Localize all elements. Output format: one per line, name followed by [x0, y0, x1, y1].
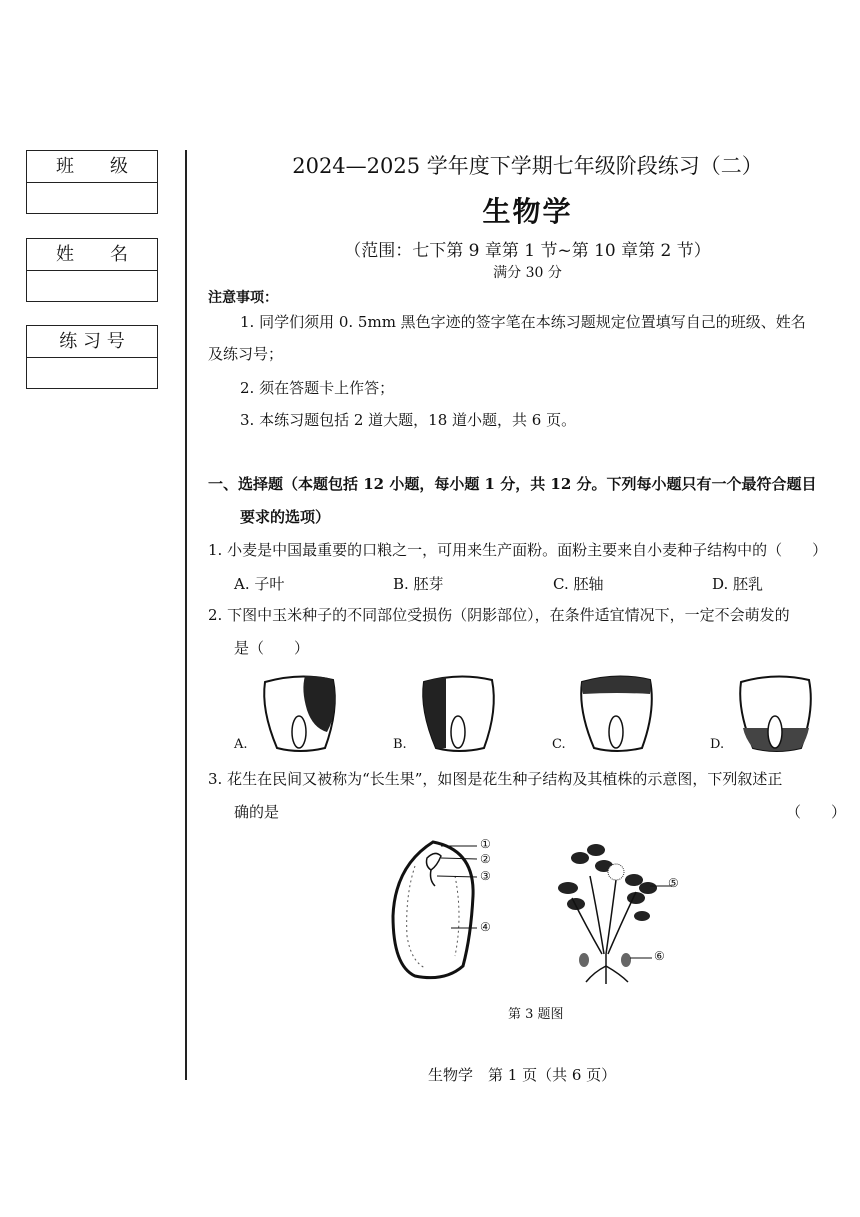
class-box — [26, 150, 158, 214]
note-2: 2. 须在答题卡上作答； — [240, 379, 395, 397]
label-5: ⑤ — [668, 876, 679, 890]
label-2: ② — [480, 852, 491, 866]
name-field[interactable] — [27, 271, 157, 301]
class-label: 班 级 — [27, 151, 157, 183]
q1-option-c[interactable]: C. 胚轴 — [553, 575, 604, 593]
figure-caption: 第 3 题图 — [508, 1007, 564, 1022]
note-1: 1. 同学们须用 0. 5mm 黑色字迹的签字笔在本练习题规定位置填写自己的班级、姓名 — [240, 313, 806, 331]
label-6: ⑥ — [654, 949, 665, 963]
q2-option-b[interactable]: B. — [393, 737, 407, 752]
q1-option-b[interactable]: B. 胚芽 — [393, 575, 444, 593]
section1-heading-cont: 要求的选项） — [240, 508, 331, 526]
q1-option-a[interactable]: A. 子叶 — [234, 575, 285, 593]
q2-stem: 2. 下图中玉米种子的不同部位受损伤（阴影部位），在条件适宜情况下，一定不会萌发的 — [208, 606, 790, 624]
q2-option-a[interactable]: A. — [234, 737, 248, 752]
q3-answer-paren: （ ） — [786, 803, 847, 821]
class-field[interactable] — [27, 183, 157, 213]
q3-stem-cont: 确的是 — [234, 803, 280, 821]
name-label: 姓 名 — [27, 239, 157, 271]
corn-seed-a-figure — [255, 670, 345, 760]
q2-option-c[interactable]: C. — [552, 737, 566, 752]
full-score: 满分 30 分 — [493, 265, 562, 281]
scope-text: （范围：七下第 9 章第 1 节~第 10 章第 2 节） — [344, 241, 711, 261]
q2-option-d[interactable]: D. — [710, 737, 725, 752]
q1-stem: 1. 小麦是中国最重要的口粮之一，可用来生产面粉。面粉主要来自小麦种子结构中的（ ） — [208, 541, 828, 559]
section1-heading: 一、选择题（本题包括 12 小题，每小题 1 分，共 12 分。下列每小题只有一个最符合题目 — [208, 475, 817, 493]
page-footer: 生物学 第 1 页（共 6 页） — [428, 1066, 617, 1084]
label-1: ① — [480, 837, 491, 851]
q2-stem-cont: 是（ ） — [234, 639, 310, 657]
peanut-plant-figure — [550, 836, 680, 986]
notes-title: 注意事项： — [208, 290, 278, 306]
exam-title: 2024—2025 学年度下学期七年级阶段练习（二） — [292, 154, 763, 178]
exam-number-field[interactable] — [27, 358, 157, 388]
exam-number-label: 练 习 号 — [27, 326, 157, 358]
corn-seed-b-figure — [414, 670, 504, 760]
label-4: ④ — [480, 920, 491, 934]
q1-option-d[interactable]: D. 胚乳 — [712, 575, 764, 593]
corn-seed-c-figure — [572, 670, 662, 760]
subject-title: 生物学 — [482, 195, 573, 228]
corn-seed-d-figure — [731, 670, 821, 760]
note-3: 3. 本练习题包括 2 道大题，18 道小题，共 6 页。 — [240, 411, 577, 429]
name-box — [26, 238, 158, 302]
binding-line — [185, 150, 187, 1080]
note-1-cont: 及练习号； — [208, 345, 284, 363]
label-3: ③ — [480, 869, 491, 883]
q3-stem: 3. 花生在民间又被称为“长生果”，如图是花生种子结构及其植株的示意图，下列叙述正 — [208, 770, 783, 788]
exam-number-box — [26, 325, 158, 389]
